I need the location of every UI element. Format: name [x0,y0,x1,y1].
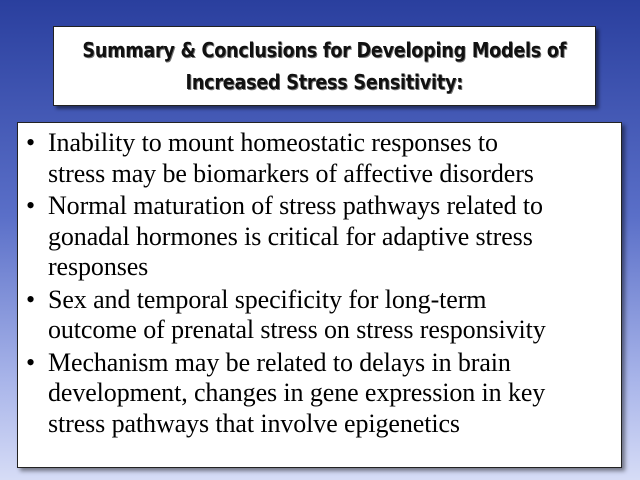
bullet-4-line-3: stress pathways that involve epigenetics [48,408,460,438]
bullet-2-line-2: gonadal hormones is critical for adaptive stress [48,221,533,251]
bullet-2-line-1: Normal maturation of stress pathways related to [48,191,543,220]
bullet-item-1 [18,128,613,189]
content-box [17,122,622,468]
bullet-dot-icon: • [26,347,36,377]
bullet-item-4 [18,348,613,440]
bullet-1-line-2: stress may be biomarkers of affective disorders [48,158,534,188]
title-line-2: Increased Stress Sensitivity: [185,70,464,94]
bullet-3-line-2: outcome of prenatal stress on stress responsivity [48,315,546,344]
bullet-dot-icon: • [26,284,36,314]
bullet-2-line-3: responses [48,252,149,281]
bullet-3-line-1: Sex and temporal specificity for long-term [48,284,487,314]
bullet-list [18,128,613,439]
slide-title [83,34,567,98]
bullet-dot-icon: • [26,128,36,157]
bullet-4-line-2: development, changes in gene expression in key [48,378,546,407]
title-box [53,26,596,106]
title-line-1: Summary & Conclusions for Developing Models of [82,38,567,62]
bullet-item-3 [18,285,613,346]
bullet-1-line-1: Inability to mount homeostatic responses to [48,128,498,157]
bullet-item-2 [18,191,613,283]
bullet-dot-icon: • [26,191,36,220]
bullet-4-line-1: Mechanism may be related to delays in brain [48,347,511,377]
